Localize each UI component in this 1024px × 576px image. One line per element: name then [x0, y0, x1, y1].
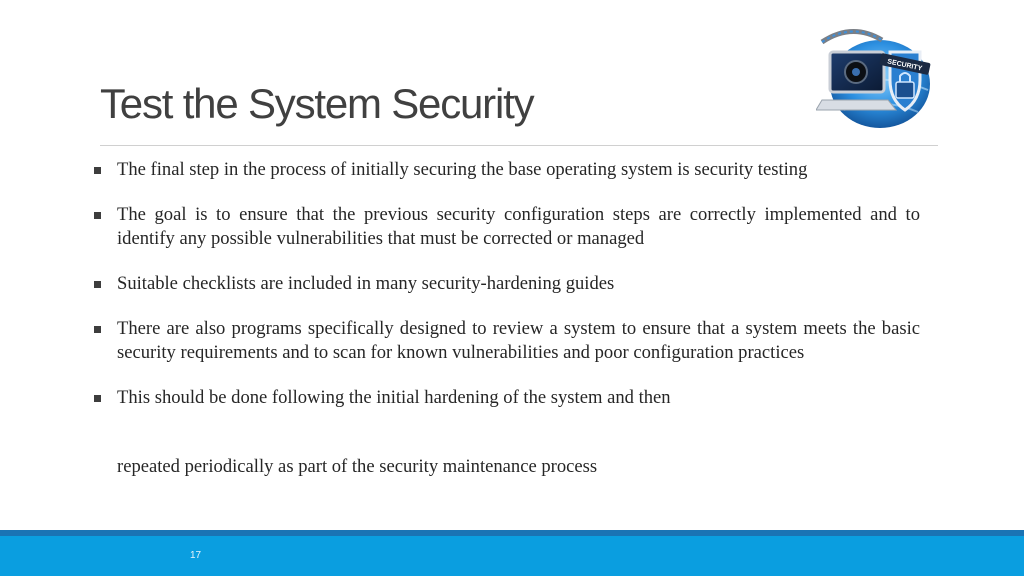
bullet-item: [92, 386, 920, 410]
square-bullet-icon: [94, 395, 101, 402]
slide-title: Test the System Security: [100, 80, 534, 127]
bullet-text: There are also programs specifically designed to review a system to ensure that a system meets the basic security requirements and to scan for known vulnerabilities and poor configuration practices: [117, 318, 920, 363]
security-laptop-icon: [816, 22, 934, 132]
square-bullet-icon: [94, 212, 101, 219]
page-number: 17: [190, 550, 202, 561]
bullet-text: The goal is to ensure that the previous security configuration steps are correctly implemented and to identify any possible vulnerabilities that must be corrected or managed: [117, 204, 920, 249]
bullet-list: [92, 158, 920, 431]
bullet-continuation-text: repeated periodically as part of the security maintenance process: [117, 456, 598, 477]
bullet-item: [92, 203, 920, 251]
square-bullet-icon: [94, 167, 101, 174]
square-bullet-icon: [94, 281, 101, 288]
title-divider: [100, 145, 938, 146]
logo-badge-text: SECURITY: [886, 58, 923, 73]
square-bullet-icon: [94, 326, 101, 333]
bullet-text: The final step in the process of initially securing the base operating system is security testing: [117, 159, 808, 180]
bullet-text: Suitable checklists are included in many security-hardening guides: [117, 273, 615, 294]
slide-footer: [0, 536, 1024, 576]
bullet-item: [92, 272, 920, 296]
bullet-item: [92, 317, 920, 365]
bullet-text: This should be done following the initial hardening of the system and then: [117, 387, 671, 408]
bullet-item: [92, 158, 920, 182]
